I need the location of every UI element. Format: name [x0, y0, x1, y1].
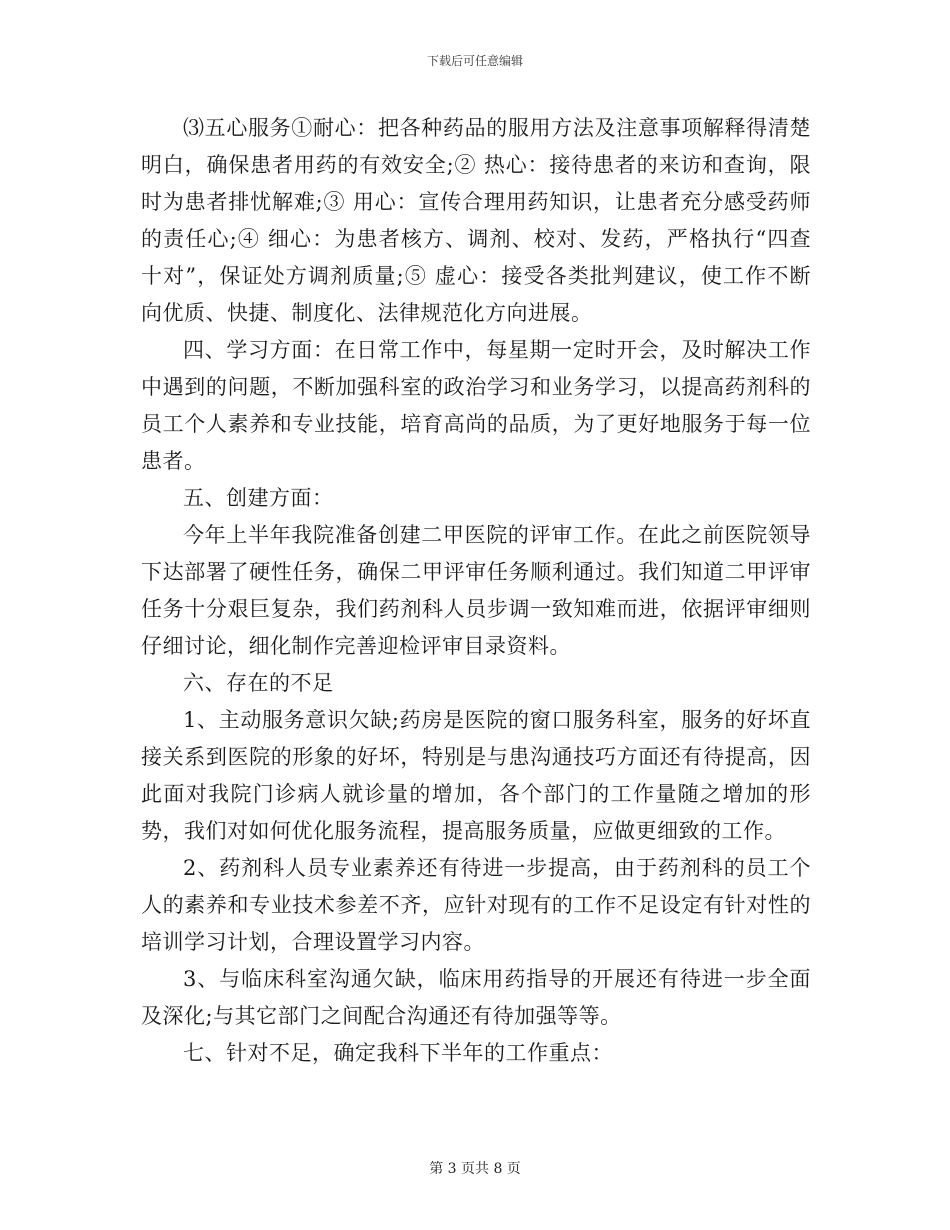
paragraph-shortcoming-1: 1、主动服务意识欠缺;药房是医院的窗口服务科室，服务的好坏直接关系到医院的形象的好坏，特别是与患沟通技巧方面还有待提高，因此面对我院门诊病人就诊量的增加，各个部门的工作量随之增加的形势，我们对如何优化服务流程，提高服务质量，应做更细致的工作。 [141, 708, 811, 843]
page-header: 下载后可任意编辑 [426, 54, 523, 68]
paragraph-five-hearts-service: ⑶五心服务①耐心：把各种药品的服用方法及注意事项解释得清楚明白，确保患者用药的有效安全;② 热心：接待患者的来访和查询，限时为患者排忧解难;③ 用心：宣传合理用药知识，让患者充分感受药师的责任心;④ 细心：为患者核方、调剂、校对、发药，严格执行“四查十对”，保证处方调剂质量;⑤ 虚心：接受各类批判建议，使工作不断向优质、快捷、制度化、法律规范化方向进展。 [141, 116, 811, 325]
heading-work-focus: 七、针对不足，确定我科下半年的工作重点： [183, 1041, 613, 1065]
paragraph-shortcoming-2: 2、药剂科人员专业素养还有待进一步提高，由于药剂科的员工个人的素养和专业技术参差不齐，应针对现有的工作不足设定有针对性的培训学习计划，合理设置学习内容。 [141, 856, 811, 954]
paragraph-shortcoming-3: 3、与临床科室沟通欠缺，临床用药指导的开展还有待进一步全面及深化;与其它部门之间配合沟通还有待加强等等。 [141, 967, 811, 1028]
page-number-footer: 第 3 页共 8 页 [429, 1161, 521, 1177]
paragraph-creation-aspect: 今年上半年我院准备创建二甲医院的评审工作。在此之前医院领导下达部署了硬性任务，确保二甲评审任务顺利通过。我们知道二甲评审任务十分艰巨复杂，我们药剂科人员步调一致知难而进，依据评审细则仔细讨论，细化制作完善迎检评审目录资料。 [141, 523, 811, 658]
paragraph-study-aspect: 四、学习方面：在日常工作中，每星期一定时开会，及时解决工作中遇到的问题，不断加强科室的政治学习和业务学习，以提高药剂科的员工个人素养和专业技能，培育高尚的品质，为了更好地服务于每一位患者。 [141, 338, 811, 473]
heading-shortcomings: 六、存在的不足 [183, 671, 334, 695]
heading-creation-aspect: 五、创建方面： [183, 486, 334, 510]
document-body [141, 110, 811, 1072]
